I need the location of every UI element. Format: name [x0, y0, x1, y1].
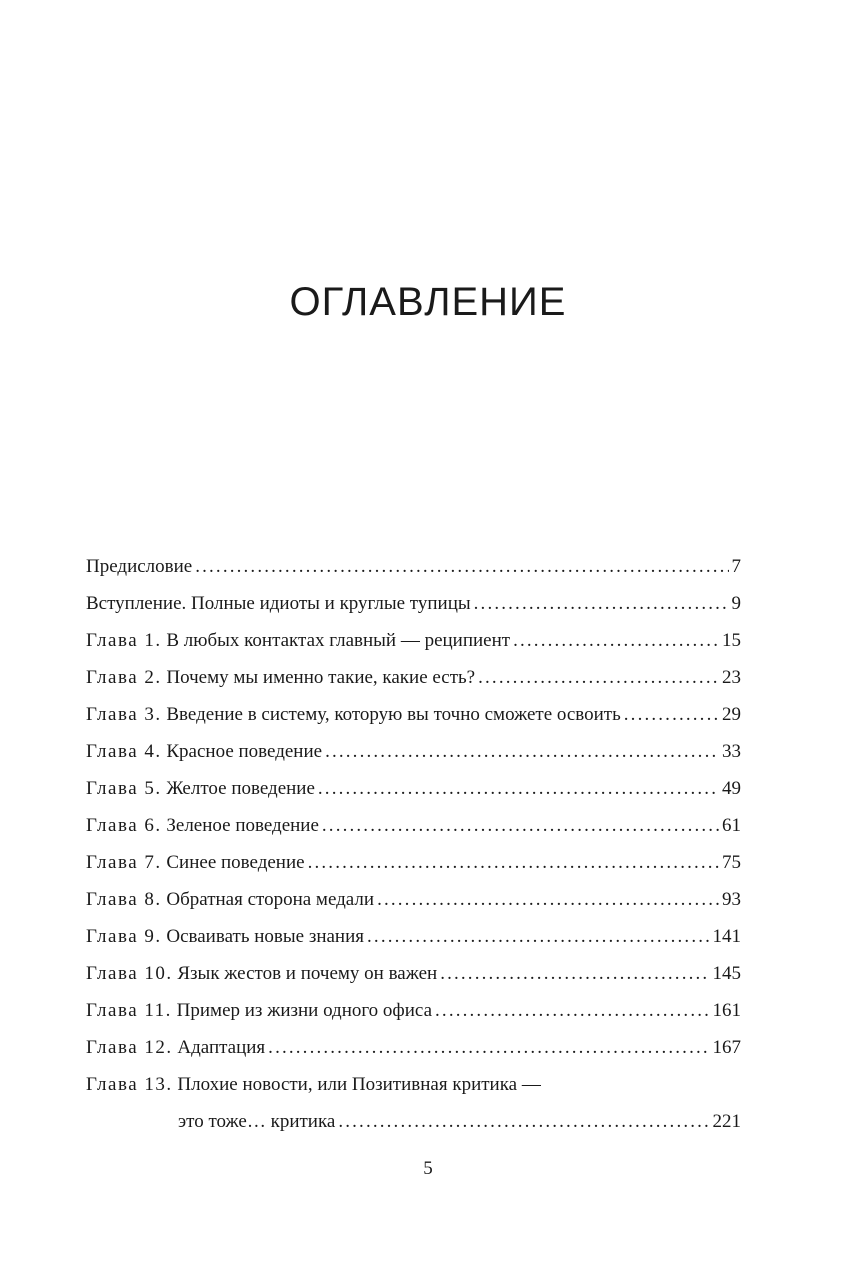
toc-entry-chapter-10[interactable]: [86, 955, 741, 992]
toc-entry-title: Красное поведение: [166, 741, 323, 762]
chapter-label: Глава 3.: [86, 704, 162, 725]
dot-leader: [435, 992, 709, 1029]
toc-entry-page: 29: [722, 704, 741, 725]
toc-entry-title: Зеленое поведение: [166, 815, 319, 836]
toc-entry-page: 161: [712, 1000, 741, 1021]
toc-entry-page: 49: [722, 778, 741, 799]
page-number: 5: [423, 1158, 433, 1179]
chapter-label: Глава 8.: [86, 889, 162, 910]
toc-entry-page: 7: [731, 556, 741, 577]
toc-entry-chapter-9[interactable]: [86, 918, 741, 955]
toc-entry-title: Предисловие: [86, 556, 193, 577]
toc-entry-page: 167: [712, 1037, 741, 1058]
toc-entry-title: Пример из жизни одного офиса: [176, 1000, 433, 1021]
toc-entry-title: Желтое поведение: [166, 778, 315, 799]
dot-leader: [624, 696, 719, 733]
toc-entry-page: 33: [722, 741, 741, 762]
dot-leader: [325, 733, 719, 770]
dot-leader: [367, 918, 709, 955]
dot-leader: [268, 1029, 709, 1066]
dot-leader: [440, 955, 709, 992]
toc-entry-title: В любых контактах главный — реципиент: [166, 630, 511, 651]
toc-entry-title: Обратная сторона медали: [166, 889, 375, 910]
page-title: ОГЛАВЛЕНИЕ: [289, 280, 567, 324]
dot-leader: [322, 807, 719, 844]
dot-leader: [513, 622, 719, 659]
toc-entry-title: Адаптация: [177, 1037, 266, 1058]
toc-entry-page: 141: [712, 926, 741, 947]
toc-entry-preface[interactable]: [86, 548, 741, 585]
toc-entry-page: 61: [722, 815, 741, 836]
dot-leader: [318, 770, 719, 807]
toc-entry-chapter-8[interactable]: [86, 881, 741, 918]
chapter-label: Глава 9.: [86, 926, 162, 947]
toc-entry-page: 221: [712, 1111, 741, 1132]
toc-entry-title-continued: это тоже… критика: [178, 1111, 336, 1132]
dot-leader: [338, 1103, 709, 1140]
toc-entry-title: Плохие новости, или Позитивная критика —: [177, 1074, 541, 1095]
table-of-contents: [86, 548, 741, 1140]
toc-entry-page: 15: [722, 630, 741, 651]
toc-entry-chapter-7[interactable]: [86, 844, 741, 881]
chapter-label: Глава 4.: [86, 741, 162, 762]
toc-entry-page: 23: [722, 667, 741, 688]
dot-leader: [308, 844, 719, 881]
toc-entry-page: 145: [712, 963, 741, 984]
chapter-label: Глава 6.: [86, 815, 162, 836]
toc-entry-chapter-2[interactable]: [86, 659, 741, 696]
chapter-label: Глава 13.: [86, 1074, 173, 1095]
toc-entry-page: 9: [731, 593, 741, 614]
toc-entry-chapter-6[interactable]: [86, 807, 741, 844]
dot-leader: [377, 881, 719, 918]
toc-entry-intro[interactable]: [86, 585, 741, 622]
toc-entry-title: Вступление. Полные идиоты и круглые тупицы: [86, 593, 471, 614]
toc-entry-chapter-4[interactable]: [86, 733, 741, 770]
toc-entry-chapter-3[interactable]: [86, 696, 741, 733]
toc-entry-page: 93: [722, 889, 741, 910]
chapter-label: Глава 7.: [86, 852, 162, 873]
chapter-label: Глава 1.: [86, 630, 162, 651]
toc-entry-page: 75: [722, 852, 741, 873]
toc-entry-title: Язык жестов и почему он важен: [177, 963, 438, 984]
chapter-label: Глава 10.: [86, 963, 173, 984]
dot-leader: [478, 659, 719, 696]
toc-entry-chapter-11[interactable]: [86, 992, 741, 1029]
toc-entry-title: Введение в систему, которую вы точно сможете освоить: [166, 704, 621, 725]
chapter-label: Глава 5.: [86, 778, 162, 799]
chapter-label: Глава 12.: [86, 1037, 173, 1058]
toc-entry-title: Осваивать новые знания: [166, 926, 365, 947]
dot-leader: [195, 548, 728, 585]
toc-entry-chapter-1[interactable]: [86, 622, 741, 659]
chapter-label: Глава 11.: [86, 1000, 172, 1021]
toc-entry-title: Синее поведение: [166, 852, 305, 873]
toc-entry-chapter-13[interactable]: [86, 1066, 741, 1140]
toc-entry-chapter-12[interactable]: [86, 1029, 741, 1066]
toc-entry-title: Почему мы именно такие, какие есть?: [166, 667, 476, 688]
dot-leader: [474, 585, 729, 622]
chapter-label: Глава 2.: [86, 667, 162, 688]
toc-entry-chapter-5[interactable]: [86, 770, 741, 807]
